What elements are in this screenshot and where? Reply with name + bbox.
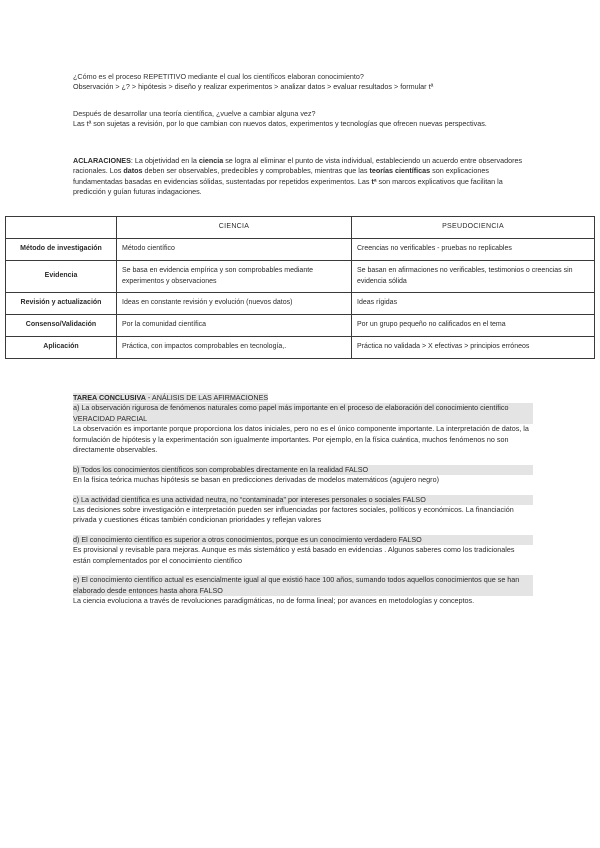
cell-ciencia: Se basa en evidencia empírica y son comprobables mediante experimentos y observaciones	[117, 261, 352, 293]
keyword-ta: tª	[371, 176, 377, 186]
affirmation-answer: La ciencia evoluciona a través de revoluciones paradigmáticas, no de forma lineal; por avances en metodologías y conceptos.	[73, 596, 475, 605]
keyword-teorias: teorías científicas	[369, 166, 431, 176]
question-1-block	[73, 72, 533, 93]
aclaraciones-text: son marcos explicativos que facilitan la predicción y guían futuras indagaciones.	[73, 176, 503, 197]
affirmation: c) La actividad científica es una actividad neutra, no “contaminada” por intereses personales o sociales FALSO	[73, 495, 533, 505]
table-header-empty	[6, 217, 117, 239]
tarea-title-bold: TAREA CONCLUSIVA	[73, 393, 146, 402]
affirmation: e) El conocimiento científico actual es esencialmente igual al que existió hace 100 años, sumando todos aquellos conocimientos que se han elaborado desde entonces hasta ahora FALSO	[73, 575, 533, 596]
list-item	[73, 403, 533, 455]
table-row	[6, 239, 595, 261]
affirmation-answer: La observación es importante porque proporciona los datos iniciales, pero no es el único componente importante. La interpretación de datos, la formulación de hipótesis y la experimentación son igualmente importantes. Por ejemplo, en la física cuántica, muchos fenómenos no son directamente observables.	[73, 424, 529, 455]
aclaraciones-text: son explicaciones fundamentadas basadas en evidencias sólidas, sustentadas por repetidos experimentos. Las	[73, 166, 489, 186]
aclaraciones-label: ACLARACIONES	[73, 156, 131, 165]
row-label: Método de investigación	[6, 239, 117, 261]
comparison-table	[5, 216, 595, 359]
question-2: Después de desarrollar una teoría científica, ¿vuelve a cambiar alguna vez?	[73, 109, 316, 118]
row-label: Consenso/Validación	[6, 315, 117, 337]
list-item	[73, 535, 533, 566]
cell-pseudociencia: Por un grupo pequeño no calificados en el tema	[352, 315, 595, 337]
list-item	[73, 575, 533, 606]
tarea-title	[73, 393, 533, 403]
aclaraciones-text: deben ser observables, predecibles y comprobables, mientras que las	[142, 166, 370, 176]
answer-1: Observación > ¿? > hipótesis > diseño y realizar experimentos > analizar datos > evaluar resultados > formular tª	[73, 82, 434, 92]
table-row	[6, 261, 595, 293]
table-header-ciencia: CIENCIA	[117, 217, 352, 239]
cell-ciencia: Método científico	[117, 239, 352, 261]
list-item	[73, 465, 533, 486]
question-1: ¿Cómo es el proceso REPETITIVO mediante el cual los científicos elaboran conocimiento?	[73, 72, 364, 81]
table-header-row	[6, 217, 595, 239]
row-label: Evidencia	[6, 261, 117, 293]
cell-ciencia: Práctica, con impactos comprobables en tecnología,.	[117, 337, 352, 359]
cell-pseudociencia: Práctica no validada > X efectivas > principios erróneos	[352, 337, 595, 359]
affirmation: d) El conocimiento científico es superior a otros conocimientos, porque es un conocimiento verdadero FALSO	[73, 535, 533, 545]
cell-ciencia: Por la comunidad científica	[117, 315, 352, 337]
keyword-ciencia: ciencia	[198, 156, 224, 165]
affirmation-answer: Las decisiones sobre investigación e interpretación pueden ser influenciadas por factores sociales, políticos y económicos. La financiación privada y cuestiones éticas también condicionan prioridades y reflejan valores	[73, 504, 514, 525]
list-item	[73, 495, 533, 526]
table-row	[6, 337, 595, 359]
table-row	[6, 293, 595, 315]
cell-pseudociencia: Creencias no verificables - pruebas no replicables	[352, 239, 595, 261]
cell-pseudociencia: Ideas rígidas	[352, 293, 595, 315]
table-row	[6, 315, 595, 337]
aclaraciones-text: : La objetividad en la	[130, 156, 199, 165]
affirmation-answer: Es provisional y revisable para mejoras. Aunque es más sistemático y está basado en evidencias . Algunos saberes como los tradicionales están complementados por el conocimiento científico	[73, 545, 515, 565]
cell-pseudociencia: Se basan en afirmaciones no verificables, testimonios o creencias sin evidencia sólida	[352, 261, 595, 293]
tarea-title-rest: - ANÁLISIS DE LAS AFIRMACIONES	[145, 393, 269, 402]
cell-ciencia: Ideas en constante revisión y evolución (nuevos datos)	[117, 293, 352, 315]
answer-2: Las tª son sujetas a revisión, por lo que cambian con nuevos datos, experimentos y tecnologías que ofrecen nuevas perspectivas.	[73, 119, 487, 129]
table-header-pseudociencia: PSEUDOCIENCIA	[352, 217, 595, 239]
affirmation: a) La observación rigurosa de fenómenos naturales como papel más importante en el proceso de elaboración del conocimiento científico VERACIDAD PARCIAL	[73, 403, 533, 424]
question-2-block	[73, 109, 533, 130]
aclaraciones-paragraph	[73, 156, 533, 198]
affirmation: b) Todos los conocimientos científicos son comprobables directamente en la realidad FALSO	[73, 465, 533, 475]
aclaraciones-text: se logra al eliminar el punto de vista individual, estableciendo un acuerdo entre observadores racionales. Los	[73, 156, 523, 176]
affirmation-answer: En la física teórica muchas hipótesis se basan en predicciones derivadas de modelos matemáticos (agujero negro)	[73, 475, 439, 485]
keyword-datos: datos	[123, 166, 143, 176]
row-label: Aplicación	[6, 337, 117, 359]
row-label: Revisión y actualización	[6, 293, 117, 315]
tarea-section	[73, 393, 533, 615]
